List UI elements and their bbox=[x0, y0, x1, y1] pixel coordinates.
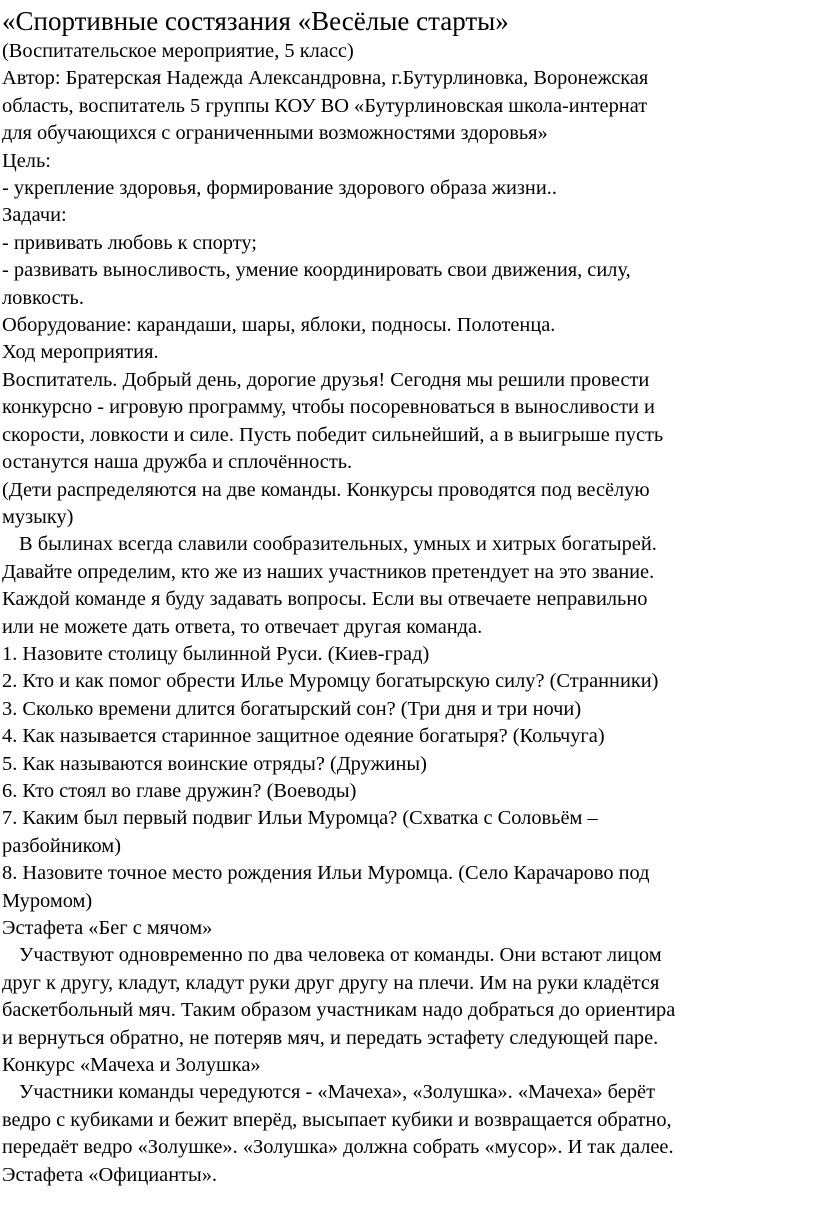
body-line: ведро с кубиками и бежит вперёд, высыпает кубики и возвращается обратно, bbox=[2, 1108, 672, 1131]
question-item: 4. Как называется старинное защитное одеяние богатыря? (Кольчуга) bbox=[2, 725, 605, 748]
task-item: - развивать выносливость, умение координировать свои движения, силу, bbox=[2, 259, 631, 282]
subtitle-line: (Воспитательское мероприятие, 5 класс) bbox=[2, 40, 354, 62]
body-line: Участвуют одновременно по два человека от команды. Они встают лицом bbox=[19, 944, 662, 967]
goal-heading: Цель: bbox=[2, 149, 51, 172]
author-line: область, воспитатель 5 группы КОУ ВО «Бутурлиновская школа-интернат bbox=[2, 94, 648, 117]
task-item: - прививать любовь к спорту; bbox=[2, 231, 257, 254]
question-item: 1. Назовите столицу былинной Руси. (Киев-град) bbox=[2, 642, 430, 665]
question-item: 7. Каким был первый подвиг Ильи Муромца? (Схватка с Соловьём – bbox=[2, 807, 598, 830]
equipment-line: Оборудование: карандаши, шары, яблоки, подносы. Полотенца. bbox=[2, 314, 556, 337]
body-line: и вернуться обратно, не потеряв мяч, и передать эстафету следующей паре. bbox=[2, 1026, 659, 1049]
body-line: конкурсно - игровую программу, чтобы посоревноваться в выносливости и bbox=[2, 396, 655, 419]
question-item: 2. Кто и как помог обрести Илье Муромцу богатырскую силу? (Странники) bbox=[2, 670, 659, 693]
question-item: разбойником) bbox=[2, 834, 121, 857]
question-item: Муромом) bbox=[2, 889, 93, 912]
section-heading: Эстафета «Бег с мячом» bbox=[2, 917, 213, 939]
body-line: или не можете дать ответа, то отвечает другая команда. bbox=[2, 615, 483, 638]
body-line: передаёт ведро «Золушке». «Золушка» должна собрать «мусор». И так далее. bbox=[2, 1136, 674, 1159]
body-line: останутся наша дружба и сплочённость. bbox=[2, 451, 353, 474]
task-item: ловкость. bbox=[2, 286, 84, 309]
question-item: 3. Сколько времени длится богатырский сон? (Три дня и три ночи) bbox=[2, 697, 582, 720]
document-title: «Спортивные состязания «Весёлые старты» bbox=[2, 6, 509, 36]
question-item: 5. Как называются воинские отряды? (Дружины) bbox=[2, 752, 427, 775]
body-line: Воспитатель. Добрый день, дорогие друзья! Сегодня мы решили провести bbox=[2, 368, 650, 391]
section-heading: Эстафета «Официанты». bbox=[2, 1163, 218, 1186]
body-line: (Дети распределяются на две команды. Конкурсы проводятся под весёлую bbox=[2, 478, 650, 501]
document-body bbox=[2, 38, 808, 1189]
body-line: баскетбольный мяч. Таким образом участникам надо добраться до ориентира bbox=[2, 999, 676, 1022]
body-line: музыку) bbox=[2, 505, 74, 528]
author-line: Автор: Братерская Надежда Александровна, г.Бутурлиновка, Воронежская bbox=[2, 67, 649, 90]
body-line: В былинах всегда славили сообразительных, умных и хитрых богатырей. bbox=[19, 533, 657, 556]
author-line: для обучающихся с ограниченными возможностями здоровья» bbox=[2, 122, 548, 145]
question-item: 8. Назовите точное место рождения Ильи Муромца. (Село Карачарово под bbox=[2, 862, 650, 885]
section-heading: Ход мероприятия. bbox=[2, 341, 159, 364]
section-heading: Конкурс «Мачеха и Золушка» bbox=[2, 1054, 261, 1077]
body-line: Участники команды чередуются - «Мачеха», «Золушка». «Мачеха» берёт bbox=[19, 1081, 655, 1104]
tasks-heading: Задачи: bbox=[2, 204, 67, 227]
goal-item: - укрепление здоровья, формирование здорового образа жизни.. bbox=[2, 177, 557, 200]
body-line: друг к другу, кладут, кладут руки друг другу на плечи. Им на руки кладётся bbox=[2, 971, 660, 994]
body-line: Давайте определим, кто же из наших участников претендует на это звание. bbox=[2, 560, 655, 583]
body-line: Каждой команде я буду задавать вопросы. Если вы отвечаете неправильно bbox=[2, 588, 648, 611]
question-item: 6. Кто стоял во главе дружин? (Воеводы) bbox=[2, 779, 357, 802]
body-line: скорости, ловкости и силе. Пусть победит сильнейший, а в выигрыше пусть bbox=[2, 423, 664, 446]
